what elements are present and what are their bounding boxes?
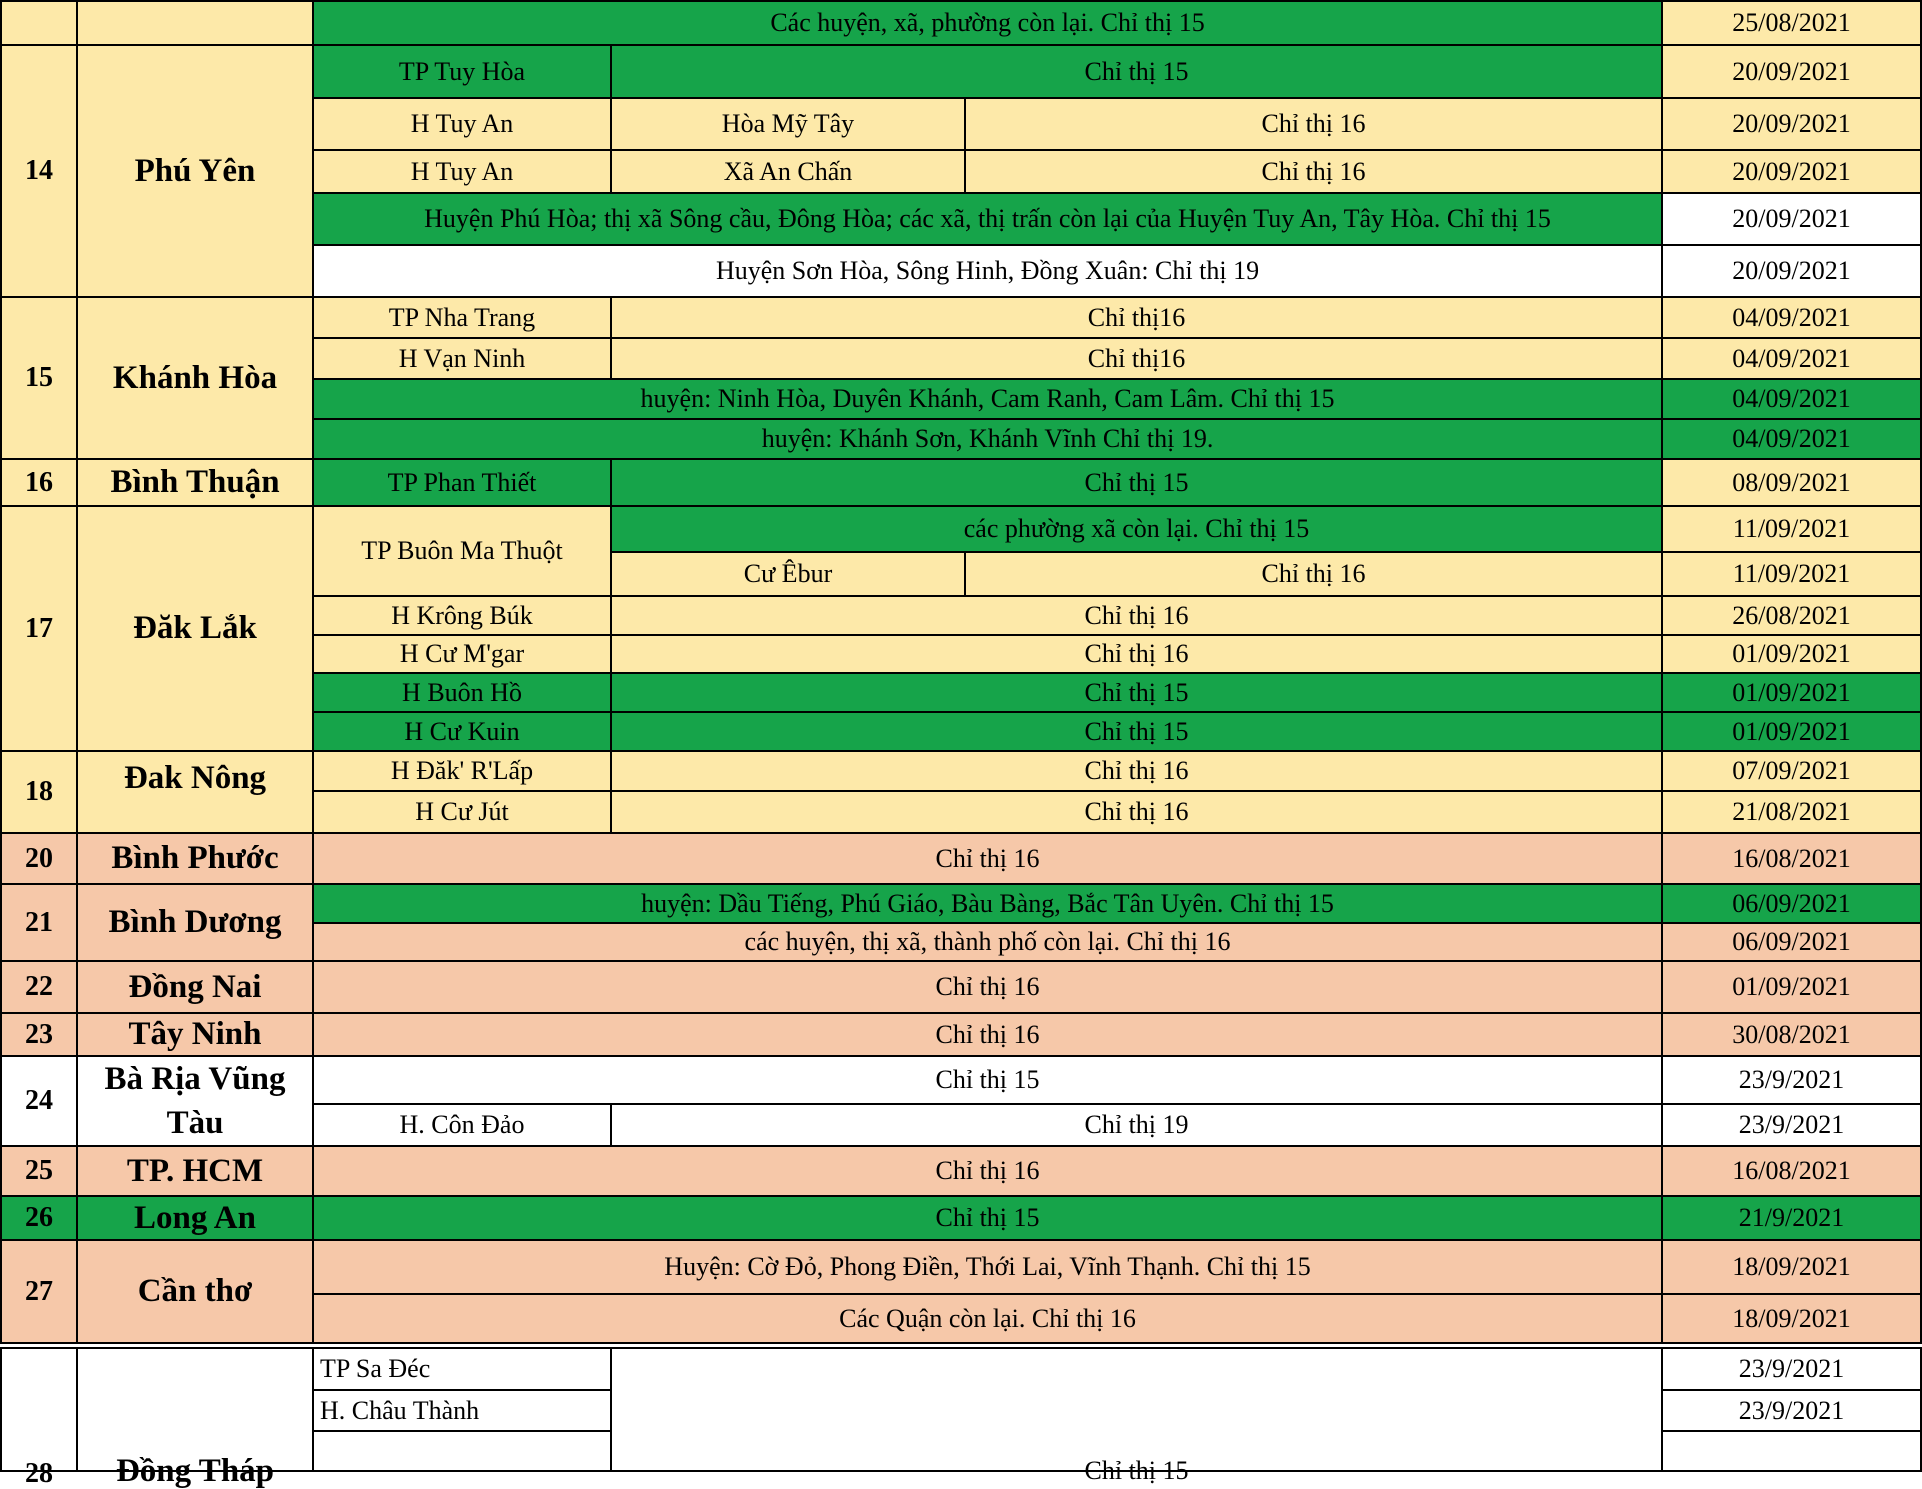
table-row bbox=[1, 1, 1921, 45]
stt-cell: 27 bbox=[1, 1240, 77, 1343]
date-cell: 23/9/2021 bbox=[1662, 1348, 1921, 1390]
date-cell: 21/08/2021 bbox=[1662, 791, 1921, 833]
province-cell: Bà Rịa Vũng Tàu bbox=[77, 1056, 313, 1146]
table-row bbox=[1, 961, 1921, 1013]
measure-cell: Chỉ thị 19 bbox=[611, 1104, 1662, 1146]
measure-cell: Chỉ thị 16 bbox=[611, 635, 1662, 673]
measure-text: Chỉ thị 15 bbox=[1084, 1456, 1189, 1485]
date-cell: 04/09/2021 bbox=[1662, 338, 1921, 379]
unit-cell: H Tuy An bbox=[313, 150, 611, 193]
table-row bbox=[1, 833, 1921, 884]
unit-cell bbox=[313, 1431, 611, 1471]
date-cell: 20/09/2021 bbox=[1662, 245, 1921, 297]
stt-cell: 17 bbox=[1, 506, 77, 751]
date-cell: 16/08/2021 bbox=[1662, 1146, 1921, 1196]
province-cell: Đăk Lắk bbox=[77, 506, 313, 751]
unit-cell: TP Tuy Hòa bbox=[313, 45, 611, 98]
unit-cell: H Buôn Hồ bbox=[313, 673, 611, 712]
date-cell: 30/08/2021 bbox=[1662, 1013, 1921, 1056]
date-cell: 07/09/2021 bbox=[1662, 751, 1921, 791]
province-cell bbox=[77, 1348, 313, 1489]
area-cell: Chỉ thị 16 bbox=[313, 1013, 1662, 1056]
stt-cell: 24 bbox=[1, 1056, 77, 1146]
measure-cell: Chỉ thị16 bbox=[611, 297, 1662, 338]
subarea-cell: Hòa Mỹ Tây bbox=[611, 98, 965, 150]
date-cell: 01/09/2021 bbox=[1662, 712, 1921, 751]
date-cell: 20/09/2021 bbox=[1662, 193, 1921, 245]
date-cell: 23/9/2021 bbox=[1662, 1104, 1921, 1146]
area-cell: các huyện, thị xã, thành phố còn lại. Chỉ thị 16 bbox=[313, 923, 1662, 961]
stt-cell: 14 bbox=[1, 45, 77, 297]
measure-cell: Chỉ thị 16 bbox=[611, 596, 1662, 635]
unit-cell: H Vạn Ninh bbox=[313, 338, 611, 379]
stt-cell bbox=[1, 1348, 77, 1489]
stt-cell: 20 bbox=[1, 833, 77, 884]
unit-cell: H Cư M'gar bbox=[313, 635, 611, 673]
date-cell: 20/09/2021 bbox=[1662, 98, 1921, 150]
date-cell: 04/09/2021 bbox=[1662, 379, 1921, 419]
date-cell: 04/09/2021 bbox=[1662, 419, 1921, 459]
table-row bbox=[1, 751, 1921, 791]
date-cell bbox=[1662, 1431, 1921, 1471]
table-row bbox=[1, 506, 1921, 552]
date-cell: 11/09/2021 bbox=[1662, 552, 1921, 596]
date-cell: 06/09/2021 bbox=[1662, 923, 1921, 961]
date-cell: 16/08/2021 bbox=[1662, 833, 1921, 884]
unit-cell: TP Sa Đéc bbox=[313, 1348, 611, 1390]
table-row bbox=[1, 297, 1921, 338]
date-cell: 21/9/2021 bbox=[1662, 1196, 1921, 1240]
stt-cell: 21 bbox=[1, 884, 77, 961]
stt-cell: 26 bbox=[1, 1196, 77, 1240]
date-cell: 01/09/2021 bbox=[1662, 635, 1921, 673]
province-cell: Bình Dương bbox=[77, 884, 313, 961]
area-cell: Chỉ thị 15 bbox=[313, 1056, 1662, 1104]
table-row bbox=[1, 1348, 1921, 1390]
area-cell: huyện: Khánh Sơn, Khánh Vĩnh Chỉ thị 19. bbox=[313, 419, 1662, 459]
stt-cell: 18 bbox=[1, 751, 77, 833]
date-cell: 04/09/2021 bbox=[1662, 297, 1921, 338]
area-cell: Huyện: Cờ Đỏ, Phong Điền, Thới Lai, Vĩnh Thạnh. Chỉ thị 15 bbox=[313, 1240, 1662, 1294]
date-cell: 20/09/2021 bbox=[1662, 150, 1921, 193]
date-cell: 01/09/2021 bbox=[1662, 673, 1921, 712]
measure-cell: Chỉ thị16 bbox=[611, 338, 1662, 379]
table-row bbox=[1, 45, 1921, 98]
unit-cell: H. Châu Thành bbox=[313, 1390, 611, 1431]
province-cell bbox=[77, 1, 313, 45]
subarea-cell: Xã An Chấn bbox=[611, 150, 965, 193]
date-cell: 25/08/2021 bbox=[1662, 1, 1921, 45]
measure-cell: Chỉ thị 16 bbox=[965, 98, 1662, 150]
table-row bbox=[1, 459, 1921, 506]
table-row bbox=[1, 1146, 1921, 1196]
province-cell: Tây Ninh bbox=[77, 1013, 313, 1056]
stt-cell: 25 bbox=[1, 1146, 77, 1196]
area-cell: Huyện Sơn Hòa, Sông Hinh, Đồng Xuân: Chỉ thị 19 bbox=[313, 245, 1662, 297]
stt-cell: 15 bbox=[1, 297, 77, 459]
measure-cell: Chỉ thị 16 bbox=[965, 552, 1662, 596]
stt-cell: 16 bbox=[1, 459, 77, 506]
province-cell: Long An bbox=[77, 1196, 313, 1240]
subarea-cell: Cư Êbur bbox=[611, 552, 965, 596]
province-cell: Đak Nông bbox=[77, 751, 313, 833]
table-row bbox=[1, 1056, 1921, 1104]
province-cell: Bình Phước bbox=[77, 833, 313, 884]
table-row bbox=[1, 884, 1921, 923]
area-cell: Chỉ thị 16 bbox=[313, 1146, 1662, 1196]
province-cell: Đồng Nai bbox=[77, 961, 313, 1013]
measure-cell: Chỉ thị 15 bbox=[611, 45, 1662, 98]
date-cell: 23/9/2021 bbox=[1662, 1390, 1921, 1431]
measure-cell: các phường xã còn lại. Chỉ thị 15 bbox=[611, 506, 1662, 552]
date-cell: 18/09/2021 bbox=[1662, 1294, 1921, 1343]
unit-cell: H Krông Búk bbox=[313, 596, 611, 635]
date-cell: 06/09/2021 bbox=[1662, 884, 1921, 923]
unit-cell: H Tuy An bbox=[313, 98, 611, 150]
stt-cell bbox=[1, 1, 77, 45]
table-row bbox=[1, 1013, 1921, 1056]
measure-cell: Chỉ thị 15 bbox=[611, 673, 1662, 712]
stt-cell: 22 bbox=[1, 961, 77, 1013]
table-row bbox=[1, 1240, 1921, 1294]
province-cell: Cần thơ bbox=[77, 1240, 313, 1343]
stt-cell: 23 bbox=[1, 1013, 77, 1056]
date-cell: 23/9/2021 bbox=[1662, 1056, 1921, 1104]
date-cell: 20/09/2021 bbox=[1662, 45, 1921, 98]
area-cell: Chỉ thị 15 bbox=[313, 1196, 1662, 1240]
area-cell: Các Quận còn lại. Chỉ thị 16 bbox=[313, 1294, 1662, 1343]
date-cell: 08/09/2021 bbox=[1662, 459, 1921, 506]
area-cell: Huyện Phú Hòa; thị xã Sông cầu, Đông Hòa; các xã, thị trấn còn lại của Huyện Tuy An, Tây Hòa. Chỉ thị 15 bbox=[313, 193, 1662, 245]
measure-cell: Chỉ thị 16 bbox=[611, 791, 1662, 833]
table-row bbox=[1, 1196, 1921, 1240]
area-cell: huyện: Dầu Tiếng, Phú Giáo, Bàu Bàng, Bắc Tân Uyên. Chỉ thị 15 bbox=[313, 884, 1662, 923]
date-cell: 01/09/2021 bbox=[1662, 961, 1921, 1013]
date-cell: 18/09/2021 bbox=[1662, 1240, 1921, 1294]
province-cell: TP. HCM bbox=[77, 1146, 313, 1196]
unit-cell: TP Phan Thiết bbox=[313, 459, 611, 506]
area-cell: huyện: Ninh Hòa, Duyên Khánh, Cam Ranh, Cam Lâm. Chỉ thị 15 bbox=[313, 379, 1662, 419]
unit-cell: H Cư Jút bbox=[313, 791, 611, 833]
province-cell: Phú Yên bbox=[77, 45, 313, 297]
measure-cell: Chỉ thị 15 bbox=[611, 712, 1662, 751]
unit-cell: H Đăk' R'Lấp bbox=[313, 751, 611, 791]
province-cell: Bình Thuận bbox=[77, 459, 313, 506]
measure-cell: Chỉ thị 15 bbox=[611, 459, 1662, 506]
area-cell: Chỉ thị 16 bbox=[313, 961, 1662, 1013]
measure-cell: Chỉ thị 16 bbox=[611, 751, 1662, 791]
area-cell: Chỉ thị 16 bbox=[313, 833, 1662, 884]
province-cell: Khánh Hòa bbox=[77, 297, 313, 459]
measure-cell: Chỉ thị 16 bbox=[965, 150, 1662, 193]
unit-cell: H Cư Kuin bbox=[313, 712, 611, 751]
unit-cell: TP Buôn Ma Thuột bbox=[313, 506, 611, 596]
unit-cell: TP Nha Trang bbox=[313, 297, 611, 338]
date-cell: 26/08/2021 bbox=[1662, 596, 1921, 635]
area-cell: Các huyện, xã, phường còn lại. Chỉ thị 15 bbox=[313, 1, 1662, 45]
unit-cell: H. Côn Đảo bbox=[313, 1104, 611, 1146]
province-text: Đồng Tháp bbox=[115, 1453, 275, 1489]
measure-cell bbox=[611, 1348, 1662, 1485]
date-cell: 11/09/2021 bbox=[1662, 506, 1921, 552]
stt-text: 28 bbox=[25, 1458, 53, 1489]
